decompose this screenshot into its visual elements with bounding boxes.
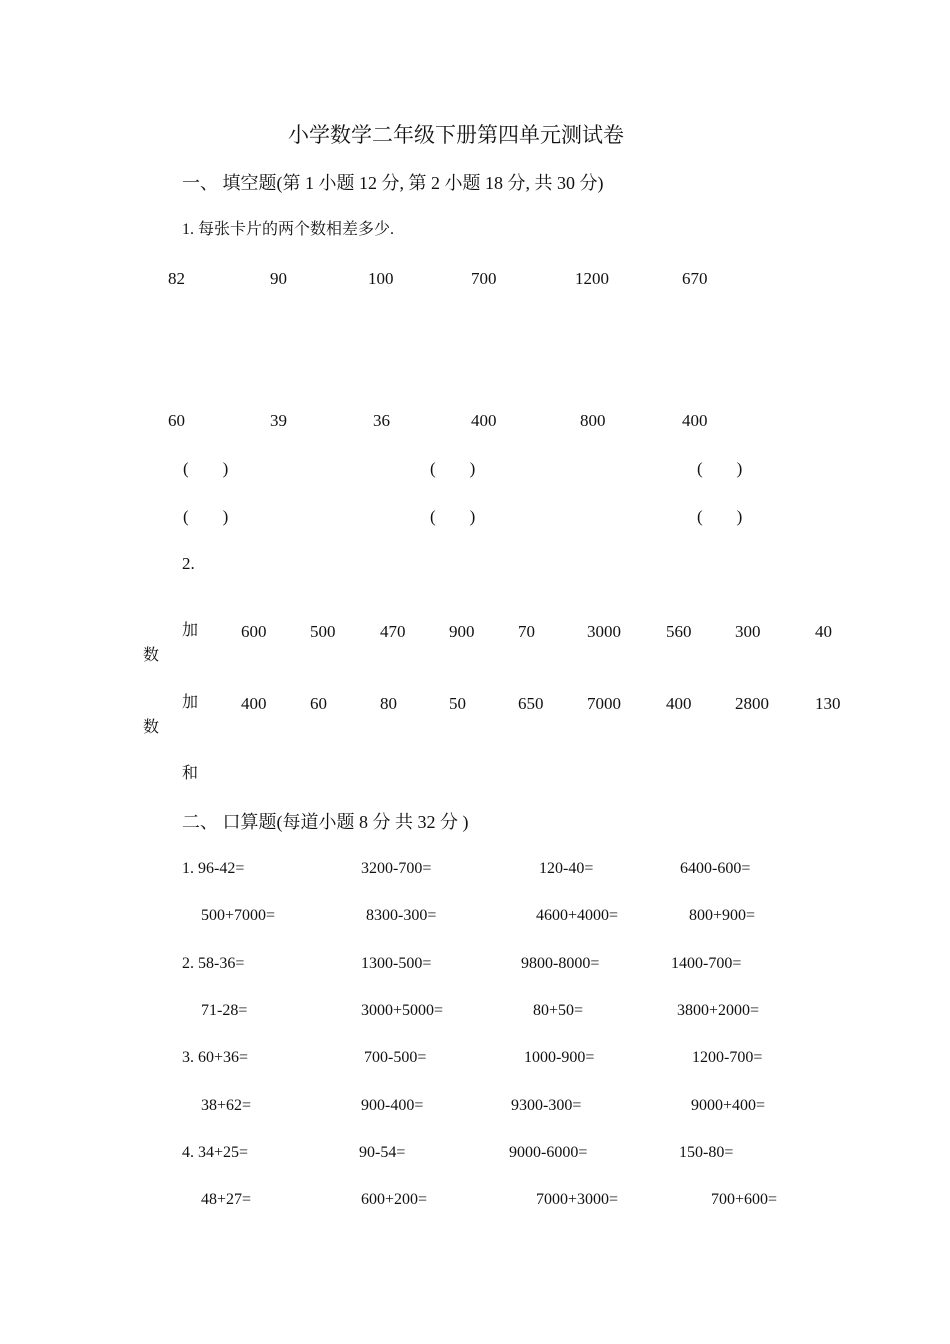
arithmetic-item: 700-500= (364, 1049, 427, 1066)
answer-blank[interactable]: ( ) (183, 507, 229, 526)
card-top-number: 90 (270, 269, 287, 288)
arithmetic-item: 90-54= (359, 1144, 406, 1161)
addend-2-value: 400 (666, 694, 692, 713)
addend-1-label: 加 (182, 622, 199, 639)
arithmetic-item: 600+200= (361, 1191, 428, 1208)
addend-1-label-cont: 数 (143, 647, 160, 664)
arithmetic-item: 150-80= (679, 1144, 734, 1161)
arithmetic-item: 9800-8000= (521, 955, 600, 972)
addend-2-value: 2800 (735, 694, 769, 713)
addend-2-value: 400 (241, 694, 267, 713)
addend-2-label: 加 (182, 694, 199, 711)
arithmetic-item: 3200-700= (361, 860, 432, 877)
arithmetic-item: 3800+2000= (677, 1002, 760, 1019)
arithmetic-item: 900-400= (361, 1097, 424, 1114)
question-2-label: 2. (182, 554, 195, 573)
addend-2-value: 50 (449, 694, 466, 713)
addend-2-value: 80 (380, 694, 397, 713)
arithmetic-item: 1. 96-42= (182, 860, 245, 877)
addend-1-value: 3000 (587, 622, 621, 641)
answer-blank[interactable]: ( ) (430, 507, 476, 526)
arithmetic-item: 80+50= (533, 1002, 584, 1019)
addend-2-value: 130 (815, 694, 841, 713)
arithmetic-item: 1300-500= (361, 955, 432, 972)
addend-1-value: 900 (449, 622, 475, 641)
addend-1-value: 500 (310, 622, 336, 641)
section-2-heading: 二、 口算题(每道小题 8 分 共 32 分 ) (182, 812, 469, 832)
section-1-heading: 一、 填空题(第 1 小题 12 分, 第 2 小题 18 分, 共 30 分) (182, 173, 604, 193)
addend-2-value: 7000 (587, 694, 621, 713)
arithmetic-item: 120-40= (539, 860, 594, 877)
addend-1-value: 300 (735, 622, 761, 641)
page-title: 小学数学二年级下册第四单元测试卷 (288, 123, 624, 147)
arithmetic-item: 1400-700= (671, 955, 742, 972)
question-1-label: 1. 每张卡片的两个数相差多少. (182, 221, 395, 238)
arithmetic-item: 3. 60+36= (182, 1049, 249, 1066)
card-top-number: 1200 (575, 269, 609, 288)
addend-2-value: 60 (310, 694, 327, 713)
addend-1-value: 470 (380, 622, 406, 641)
addend-1-value: 40 (815, 622, 832, 641)
addend-1-value: 560 (666, 622, 692, 641)
card-top-number: 100 (368, 269, 394, 288)
card-bottom-number: 400 (471, 411, 497, 430)
card-bottom-number: 60 (168, 411, 185, 430)
arithmetic-item: 500+7000= (201, 907, 276, 924)
addend-2-value: 650 (518, 694, 544, 713)
arithmetic-item: 4. 34+25= (182, 1144, 249, 1161)
addend-2-label-cont: 数 (143, 719, 160, 736)
arithmetic-item: 9000+400= (691, 1097, 766, 1114)
card-bottom-number: 39 (270, 411, 287, 430)
card-bottom-number: 400 (682, 411, 708, 430)
addend-1-value: 70 (518, 622, 535, 641)
answer-blank[interactable]: ( ) (430, 459, 476, 478)
arithmetic-item: 800+900= (689, 907, 756, 924)
arithmetic-item: 4600+4000= (536, 907, 619, 924)
arithmetic-item: 2. 58-36= (182, 955, 245, 972)
answer-blank[interactable]: ( ) (697, 459, 743, 478)
arithmetic-item: 3000+5000= (361, 1002, 444, 1019)
card-bottom-number: 800 (580, 411, 606, 430)
addend-1-value: 600 (241, 622, 267, 641)
arithmetic-item: 71-28= (201, 1002, 248, 1019)
card-top-number: 700 (471, 269, 497, 288)
arithmetic-item: 48+27= (201, 1191, 252, 1208)
card-bottom-number: 36 (373, 411, 390, 430)
arithmetic-item: 38+62= (201, 1097, 252, 1114)
arithmetic-item: 1000-900= (524, 1049, 595, 1066)
answer-blank[interactable]: ( ) (697, 507, 743, 526)
arithmetic-item: 6400-600= (680, 860, 751, 877)
arithmetic-item: 8300-300= (366, 907, 437, 924)
arithmetic-item: 9300-300= (511, 1097, 582, 1114)
answer-blank[interactable]: ( ) (183, 459, 229, 478)
arithmetic-item: 700+600= (711, 1191, 778, 1208)
arithmetic-item: 1200-700= (692, 1049, 763, 1066)
sum-label: 和 (182, 765, 199, 782)
arithmetic-item: 7000+3000= (536, 1191, 619, 1208)
arithmetic-item: 9000-6000= (509, 1144, 588, 1161)
card-top-number: 670 (682, 269, 708, 288)
card-top-number: 82 (168, 269, 185, 288)
